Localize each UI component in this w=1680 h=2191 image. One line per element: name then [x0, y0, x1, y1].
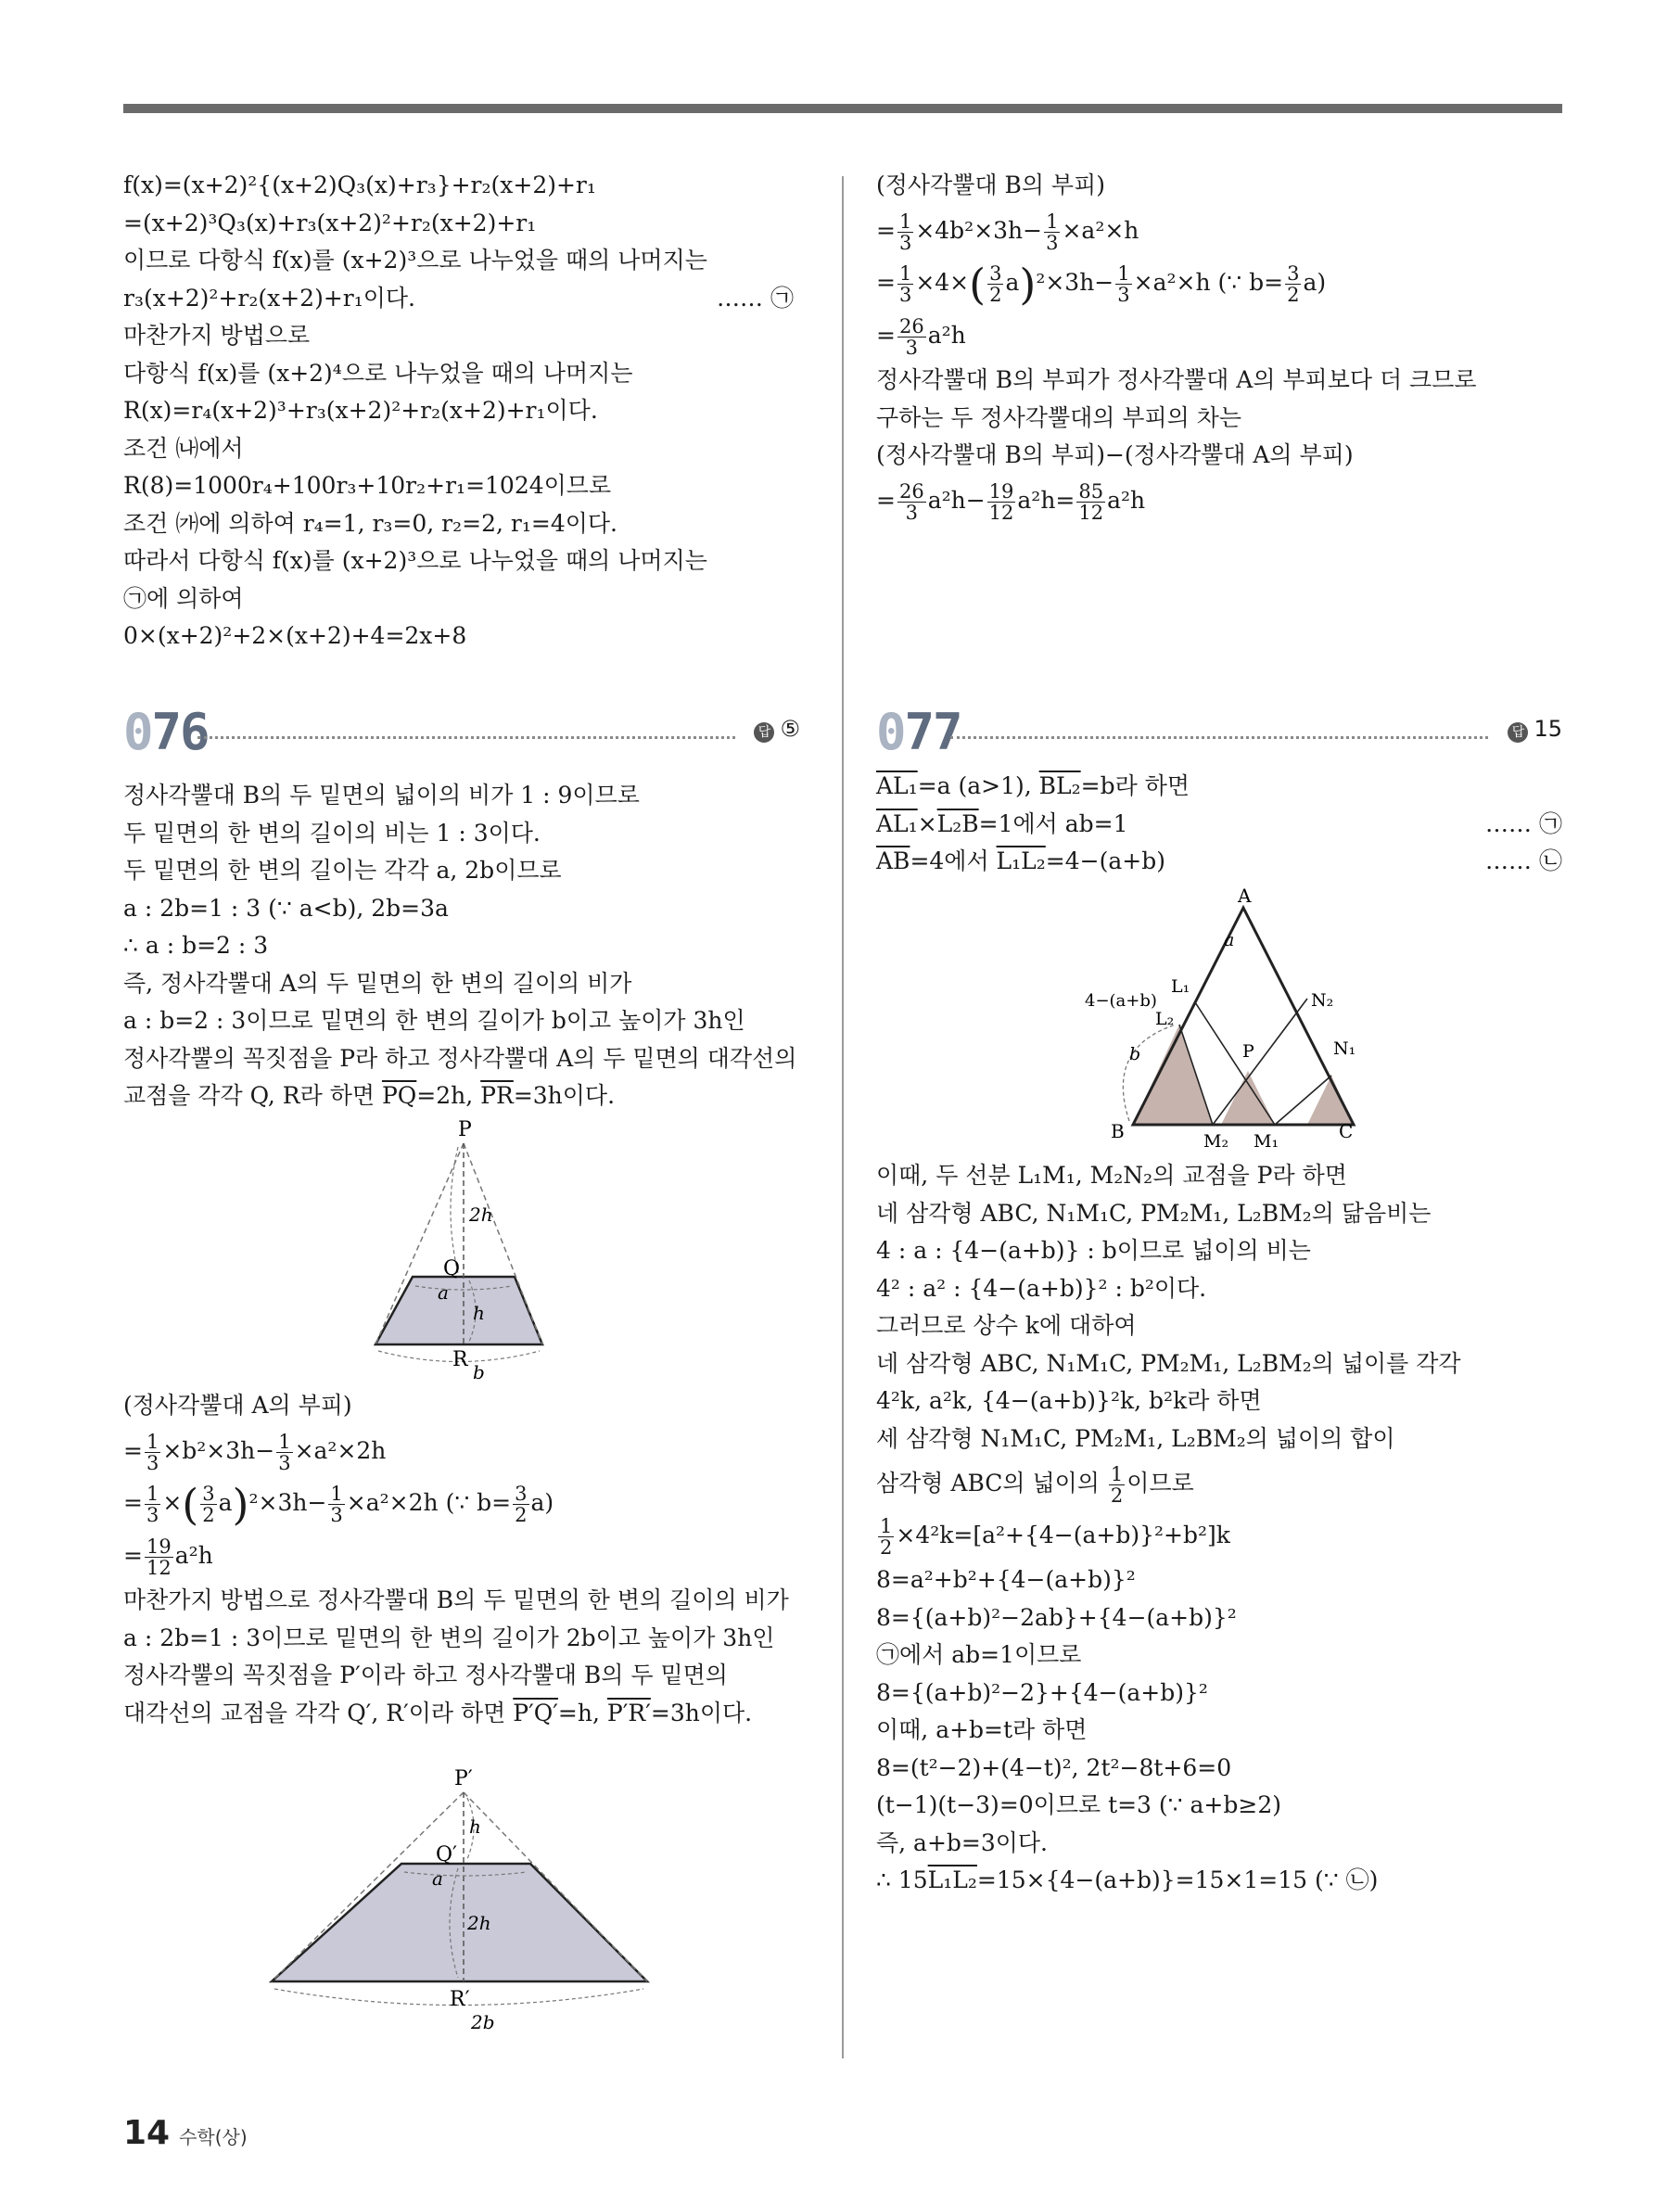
line: 정사각뿔대 B의 두 밑면의 넓이의 비가 1 : 9이므로 [123, 782, 640, 809]
line: AL₁×L₂B=1에서 ab=1 …… ㉠ [876, 806, 1562, 844]
label-2h: 2h [467, 1912, 491, 1934]
line: 조건 ㈏에서 [123, 434, 244, 462]
line: 8=(t²−2)+(4−t)², 2t²−8t+6=0 [876, 1753, 1232, 1781]
line: 이므로 다항식 f(x)를 (x+2)³으로 나누었을 때의 나머지는 [123, 247, 707, 274]
column-divider [842, 176, 844, 2058]
equation-marker: …… ㉠ [1485, 809, 1562, 837]
answer: 답 15 [1508, 716, 1562, 743]
problem-number: 076 [123, 703, 209, 761]
triangle-figure [1085, 885, 1363, 1154]
line: r₃(x+2)²+r₂(x+2)+r₁이다. …… ㉠ [123, 280, 800, 318]
line: 즉, a+b=3이다. [876, 1828, 1048, 1856]
label-b: b [473, 1361, 485, 1383]
label-p: P [458, 1118, 472, 1141]
line: a : 2b=1 : 3이므로 밑면의 한 변의 길이가 2b이고 높이가 3h인 [123, 1624, 775, 1651]
dotted-rule [197, 736, 735, 739]
line: 정사각뿔의 꼭짓점을 P′이라 하고 정사각뿔대 B의 두 밑면의 [123, 1662, 728, 1688]
equation: = $\frac{26}{3}$ a²h− $\frac{19}{12}$ a²h= $\frac{85}{12}$ a²h [876, 479, 1146, 524]
label-l2: L₂ [1155, 1009, 1175, 1029]
line: 0×(x+2)²+2×(x+2)+4=2x+8 [123, 622, 467, 649]
line: 구하는 두 정사각뿔대의 부피의 차는 [876, 403, 1242, 431]
equation: = $\frac{19}{12}$ a²h [123, 1535, 213, 1579]
line: =(x+2)³Q₃(x)+r₃(x+2)²+r₂(x+2)+r₁ [123, 209, 537, 236]
line: 이때, 두 선분 L₁M₁, M₂N₂의 교점을 P라 하면 [876, 1162, 1347, 1189]
equation: = $\frac{26}{3}$ a²h [876, 315, 966, 359]
volume-a-calc [123, 1387, 800, 1732]
page-number: 14 [123, 2114, 171, 2152]
line: 따라서 다항식 f(x)를 (x+2)³으로 나누었을 때의 나머지는 [123, 547, 707, 574]
line: 네 삼각형 ABC, N₁M₁C, PM₂M₁, L₂BM₂의 넓이를 각각 [876, 1349, 1461, 1377]
label-r: R [452, 1348, 468, 1371]
line: 8={(a+b)²−2ab}+{4−(a+b)}² [876, 1603, 1237, 1631]
line: 대각선의 교점을 각각 Q′, R′이라 하면 P′Q′=h, P′R′=3h이다. [123, 1699, 753, 1726]
answer: 답 ⑤ [754, 716, 800, 743]
equation: = $\frac{1}{3}$ ×4×( $\frac{3}{2}$ a)²×3h− $\frac{1}{3}$ ×a²×h (∵ b= $\frac{3}{2}$ a) [876, 259, 1327, 309]
label-n2: N₂ [1311, 990, 1334, 1011]
line: 그러므로 상수 k에 대하여 [876, 1312, 1137, 1339]
line: ㉠에서 ab=1이므로 [876, 1641, 1082, 1668]
left-top-solution [123, 167, 800, 656]
label-b-length: b [1129, 1044, 1141, 1064]
label-a: a [432, 1867, 443, 1890]
line: ∴ 15L₁L₂=15×{4−(a+b)}=15×1=15 (∵ ㉡) [876, 1866, 1379, 1893]
label-m2: M₂ [1203, 1131, 1229, 1152]
line: AL₁=a (a>1), BL₂=b라 하면 [876, 772, 1190, 799]
line: 마찬가지 방법으로 [123, 322, 311, 349]
label-a: a [438, 1281, 449, 1304]
label-l1: L₁ [1171, 976, 1190, 997]
line: 조건 ㈎에 의하여 r₄=1, r₃=0, r₂=2, r₁=4이다. [123, 509, 617, 537]
label-n1: N₁ [1333, 1038, 1356, 1059]
line: 교점을 각각 Q, R라 하면 $\overline{PQ}=2h$, $\overline{PR}=3h$이다. [123, 1082, 616, 1109]
line: R(x)=r₄(x+2)³+r₃(x+2)²+r₂(x+2)+r₁이다. [123, 397, 598, 424]
line: 4² : a² : {4−(a+b)}² : b²이다. [876, 1274, 1207, 1302]
line: 4²k, a²k, {4−(a+b)}²k, b²k라 하면 [876, 1387, 1262, 1414]
label-2b: 2b [471, 2011, 495, 2033]
label-c-vertex: C [1339, 1120, 1354, 1142]
line: 정사각뿔의 꼭짓점을 P라 하고 정사각뿔대 A의 두 밑면의 대각선의 [123, 1044, 797, 1072]
label-q: Q [443, 1257, 461, 1280]
label-m1: M₁ [1254, 1131, 1279, 1152]
subject-label: 수학(상) [179, 2126, 248, 2148]
equation-marker: …… ㉡ [1485, 847, 1562, 874]
problem-number: 077 [876, 703, 961, 761]
line: (정사각뿔대 B의 부피) [876, 172, 1105, 198]
line: 이때, a+b=t라 하면 [876, 1716, 1088, 1743]
line: ∴ a : b=2 : 3 [123, 932, 269, 959]
answer-badge-icon: 답 [754, 722, 774, 743]
line: 두 밑면의 한 변의 길이의 비는 1 : 3이다. [123, 819, 541, 847]
line: 네 삼각형 ABC, N₁M₁C, PM₂M₁, L₂BM₂의 닮음비는 [876, 1199, 1432, 1227]
line: 다항식 f(x)를 (x+2)⁴으로 나누었을 때의 나머지는 [123, 359, 633, 387]
right-top-solution [876, 167, 1562, 527]
page-footer [123, 2114, 248, 2152]
label-p: P [1242, 1041, 1254, 1062]
line: 8={(a+b)²−2}+{4−(a+b)}² [876, 1678, 1208, 1706]
line: R(8)=1000r₄+100r₃+10r₂+r₁=1024이므로 [123, 472, 612, 499]
line: 마찬가지 방법으로 정사각뿔대 B의 두 밑면의 한 변의 길이의 비가 [123, 1586, 789, 1613]
label-a-length: a [1224, 930, 1235, 950]
equation: $\frac{1}{2}$ ×4²k=[a²+{4−(a+b)}²+b²]k [880, 1515, 1230, 1559]
line: 세 삼각형 N₁M₁C, PM₂M₁, L₂BM₂의 넓이의 합이 [876, 1424, 1395, 1452]
label-2h: 2h [469, 1204, 493, 1226]
line: $\overline{AB}=4$에서 L₁L₂=4−(a+b) …… ㉡ [876, 843, 1562, 881]
equation: = $\frac{1}{3}$ ×b²×3h− $\frac{1}{3}$ ×a²×2h [123, 1430, 387, 1474]
line: (정사각뿔대 A의 부피) [123, 1392, 352, 1419]
line: 삼각형 ABC의 넓이의 $\frac{1}{2}$ 이므로 [876, 1463, 1194, 1507]
problem-077-body [876, 1157, 1562, 1900]
label-r-prime: R′ [450, 1988, 470, 2011]
label-h: h [473, 1302, 485, 1324]
equation-marker: …… ㉠ [717, 284, 794, 312]
line: a : b=2 : 3이므로 밑면의 한 변의 길이가 b이고 높이가 3h인 [123, 1007, 745, 1034]
line: f(x)=(x+2)²{(x+2)Q₃(x)+r₃}+r₂(x+2)+r₁ [123, 172, 596, 198]
line: (정사각뿔대 B의 부피)−(정사각뿔대 A의 부피) [876, 441, 1354, 468]
line: 4 : a : {4−(a+b)} : b이므로 넓이의 비는 [876, 1237, 1311, 1264]
label-h: h [469, 1815, 481, 1838]
equation: = $\frac{1}{3}$ ×( $\frac{3}{2}$ a)²×3h− $\frac{1}{3}$ ×a²×2h (∵ b= $\frac{3}{2}$ a) [123, 1479, 554, 1529]
equation: = $\frac{1}{3}$ ×4b²×3h− $\frac{1}{3}$ ×a²×h [876, 210, 1139, 254]
label-b-vertex: B [1111, 1120, 1125, 1142]
label-l1l2-length: 4−(a+b) [1085, 991, 1157, 1011]
problem-077-header [876, 705, 1562, 760]
label-q-prime: Q′ [436, 1843, 458, 1866]
line: 두 밑면의 한 변의 길이는 각각 a, 2b이므로 [123, 857, 562, 884]
line: 즉, 정사각뿔대 A의 두 밑면의 한 변의 길이의 비가 [123, 969, 632, 997]
frustum-a-figure [362, 1117, 575, 1386]
header-rule [123, 104, 1562, 113]
answer-badge-icon: 답 [1508, 722, 1528, 743]
problem-077-intro [876, 768, 1562, 881]
label-p-prime: P′ [454, 1767, 473, 1790]
frustum-b-figure [260, 1766, 668, 2049]
line: 정사각뿔대 B의 부피가 정사각뿔대 A의 부피보다 더 크므로 [876, 366, 1477, 393]
line: ㉠에 의하여 [123, 584, 244, 612]
problem-076-body [123, 777, 800, 1115]
dotted-rule [950, 736, 1488, 739]
line: 8=a²+b²+{4−(a+b)}² [876, 1566, 1136, 1593]
line: a : 2b=1 : 3 (∵ a<b), 2b=3a [123, 894, 449, 922]
line: (t−1)(t−3)=0이므로 t=3 (∵ a+b≥2) [876, 1791, 1281, 1818]
label-a-vertex: A [1238, 885, 1252, 907]
problem-076-header [123, 705, 800, 760]
